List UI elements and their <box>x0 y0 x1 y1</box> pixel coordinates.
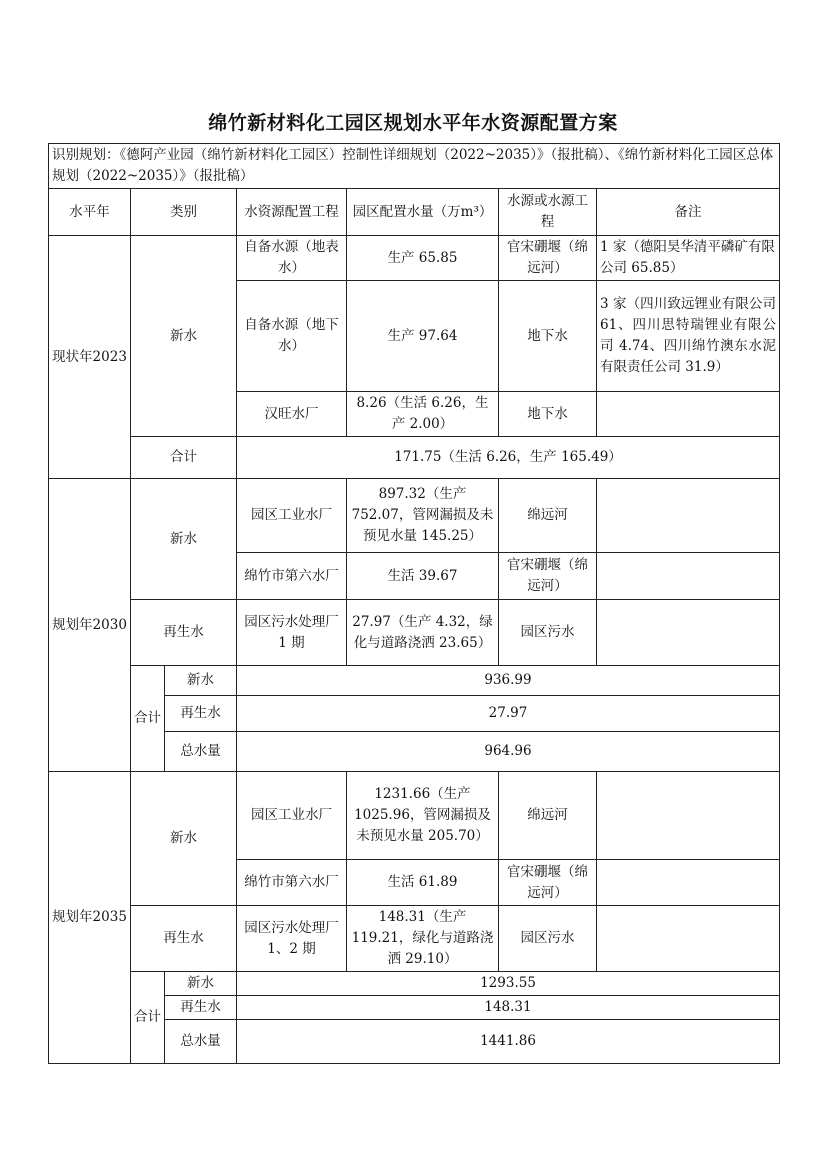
year-2023-label: 现状年2023 <box>49 236 131 479</box>
header-year: 水平年 <box>49 189 131 236</box>
y2030-r3-project: 园区污水处理厂 1 期 <box>237 600 347 666</box>
y2030-r1-remark <box>597 479 780 553</box>
header-remark: 备注 <box>597 189 780 236</box>
y2030-total-new-label: 新水 <box>165 666 237 696</box>
y2030-r1-project: 园区工业水厂 <box>237 479 347 553</box>
y2023-r3-volume: 8.26（生活 6.26，生产 2.00） <box>347 392 499 437</box>
y2035-r2-volume: 生活 61.89 <box>347 860 499 906</box>
y2023-r2-source: 地下水 <box>499 281 597 392</box>
y2023-r1-remark: 1 家（德阳昊华清平磷矿有限公司 65.85） <box>597 236 780 281</box>
y2030-r2-project: 绵竹市第六水厂 <box>237 553 347 600</box>
y2030-r3-remark <box>597 600 780 666</box>
y2030-r2-volume: 生活 39.67 <box>347 553 499 600</box>
header-project: 水资源配置工程 <box>237 189 347 236</box>
y2035-total-new-value: 1293.55 <box>237 972 780 996</box>
year-2035-label: 规划年2035 <box>49 772 131 1064</box>
y2035-total-new-label: 新水 <box>165 972 237 996</box>
y2023-r1-volume: 生产 65.85 <box>347 236 499 281</box>
water-allocation-table <box>48 143 780 1064</box>
y2030-total-all-label: 总水量 <box>165 732 237 772</box>
y2023-total-value: 171.75（生活 6.26，生产 165.49） <box>237 437 780 479</box>
y2035-total-all-value: 1441.86 <box>237 1020 780 1064</box>
y2035-total-recycled-value: 148.31 <box>237 996 780 1020</box>
y2035-total-label: 合计 <box>131 972 165 1064</box>
y2035-recycled-label: 再生水 <box>131 906 237 972</box>
y2030-total-recycled-value: 27.97 <box>237 696 780 732</box>
y2030-r1-volume: 897.32（生产 752.07，管网漏损及未预见水量 145.25） <box>347 479 499 553</box>
y2030-recycled-label: 再生水 <box>131 600 237 666</box>
y2023-r1-source: 官宋硼堰（绵远河） <box>499 236 597 281</box>
y2030-r3-volume: 27.97（生产 4.32，绿化与道路浇洒 23.65） <box>347 600 499 666</box>
y2023-r2-remark: 3 家（四川致远锂业有限公司 61、四川思特瑞锂业有限公司 4.74、四川绵竹澳东水泥有限责任公司 31.9） <box>597 281 780 392</box>
y2030-r3-source: 园区污水 <box>499 600 597 666</box>
y2035-new-water-label: 新水 <box>131 772 237 906</box>
y2023-r2-project: 自备水源（地下水） <box>237 281 347 392</box>
y2030-r2-source: 官宋硼堰（绵远河） <box>499 553 597 600</box>
y2023-r1-project: 自备水源（地表水） <box>237 236 347 281</box>
y2035-r3-source: 园区污水 <box>499 906 597 972</box>
y2035-r2-project: 绵竹市第六水厂 <box>237 860 347 906</box>
y2035-r3-remark <box>597 906 780 972</box>
y2035-r3-volume: 148.31（生产 119.21，绿化与道路浇洒 29.10） <box>347 906 499 972</box>
y2023-r3-source: 地下水 <box>499 392 597 437</box>
header-volume: 园区配置水量（万m³） <box>347 189 499 236</box>
y2035-total-all-label: 总水量 <box>165 1020 237 1064</box>
y2030-r2-remark <box>597 553 780 600</box>
y2035-r1-volume: 1231.66（生产 1025.96，管网漏损及未预见水量 205.70） <box>347 772 499 860</box>
y2035-r3-project: 园区污水处理厂 1、2 期 <box>237 906 347 972</box>
header-category: 类别 <box>131 189 237 236</box>
y2023-r3-remark <box>597 392 780 437</box>
y2035-r1-source: 绵远河 <box>499 772 597 860</box>
identification-text: 识别规划：《德阿产业园（绵竹新材料化工园区）控制性详细规划（2022~2035）》（报批稿）、《绵竹新材料化工园区总体规划（2022~2035）》（报批稿） <box>49 144 780 189</box>
y2023-new-water-label: 新水 <box>131 236 237 437</box>
page-title: 绵竹新材料化工园区规划水平年水资源配置方案 <box>208 112 618 134</box>
header-source: 水源或水源工程 <box>499 189 597 236</box>
y2023-r3-project: 汉旺水厂 <box>237 392 347 437</box>
year-2030-label: 规划年2030 <box>49 479 131 772</box>
y2035-r1-remark <box>597 772 780 860</box>
y2030-new-water-label: 新水 <box>131 479 237 600</box>
y2035-r2-remark <box>597 860 780 906</box>
y2030-total-label: 合计 <box>131 666 165 772</box>
y2035-r1-project: 园区工业水厂 <box>237 772 347 860</box>
y2035-total-recycled-label: 再生水 <box>165 996 237 1020</box>
y2030-total-recycled-label: 再生水 <box>165 696 237 732</box>
y2023-total-label: 合计 <box>131 437 237 479</box>
y2030-total-all-value: 964.96 <box>237 732 780 772</box>
y2030-total-new-value: 936.99 <box>237 666 780 696</box>
y2030-r1-source: 绵远河 <box>499 479 597 553</box>
y2023-r2-volume: 生产 97.64 <box>347 281 499 392</box>
y2035-r2-source: 官宋硼堰（绵远河） <box>499 860 597 906</box>
